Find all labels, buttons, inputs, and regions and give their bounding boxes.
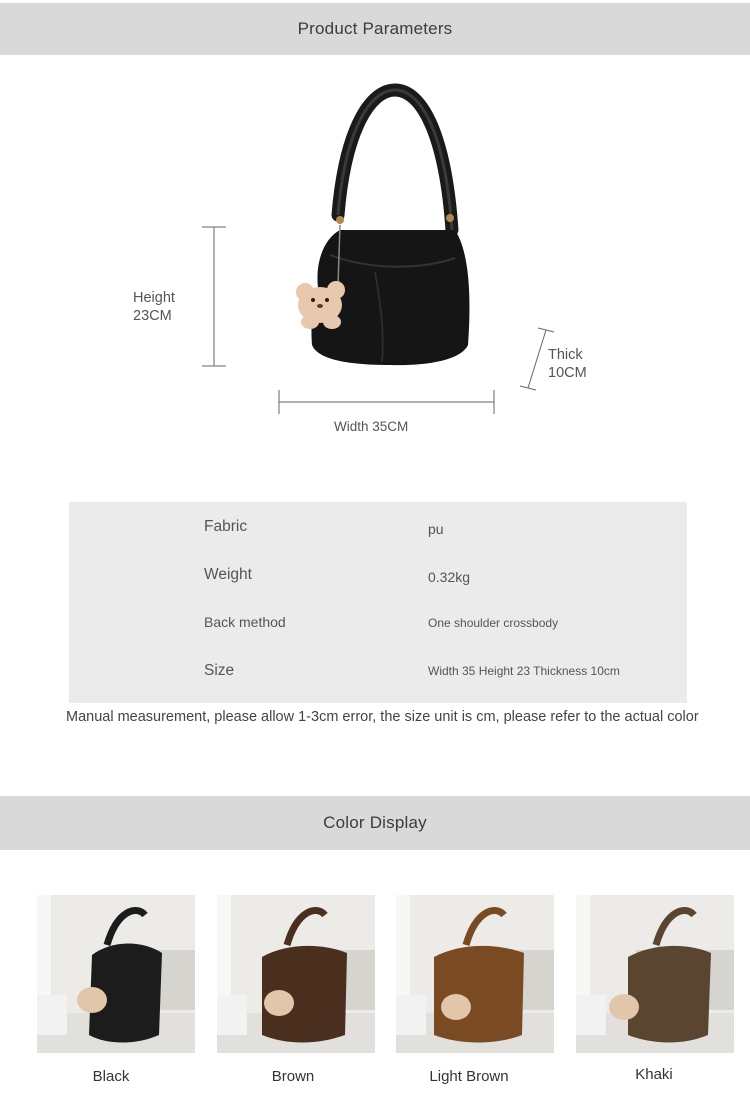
width-dimension-line [279,390,494,414]
param-row-size [69,662,687,686]
param-value: Width 35 Height 23 Thickness 10cm [428,664,620,678]
bag-dimension-illustration [0,60,750,480]
height-dimension-line [202,227,226,366]
thick-label: Thick 10CM [548,347,587,381]
color-label-brown: Brown [271,1068,315,1085]
param-value: 0.32kg [428,569,471,585]
color-swatch-khaki[interactable] [576,895,734,1053]
light-brown-bag-thumbnail [396,895,554,1053]
param-row-fabric [69,518,687,542]
param-row-back-method [69,614,687,638]
color-swatch-brown[interactable] [217,895,375,1053]
dimension-diagram [0,60,750,480]
color-label-khaki: Khaki [635,1066,673,1083]
khaki-bag-thumbnail [576,895,734,1053]
height-label: Height 23CM [133,290,175,324]
section-title: Product Parameters [297,19,453,38]
color-label-light-brown: Light Brown [429,1068,509,1085]
measurement-note: Manual measurement, please allow 1-3cm error, the size unit is cm, please refer to the actual color [66,709,699,725]
param-label: Fabric [204,518,248,535]
black-bag-image [296,90,469,365]
color-swatch-black[interactable] [37,895,195,1053]
width-label: Width 35CM [334,419,409,434]
brown-bag-thumbnail [217,895,375,1053]
param-label: Size [204,662,235,679]
param-label: Weight [204,566,252,583]
parameters-table [69,502,687,703]
param-value: pu [428,521,444,537]
param-value: One shoulder crossbody [428,616,559,630]
param-row-weight [69,566,687,590]
product-parameters-banner [0,3,750,55]
color-display-banner [0,796,750,850]
bear-charm [296,281,345,329]
param-label: Back method [204,614,286,630]
black-bag-thumbnail [37,895,195,1053]
section-title: Color Display [323,813,427,832]
color-swatch-light-brown[interactable] [396,895,554,1053]
color-label-black: Black [92,1068,130,1085]
